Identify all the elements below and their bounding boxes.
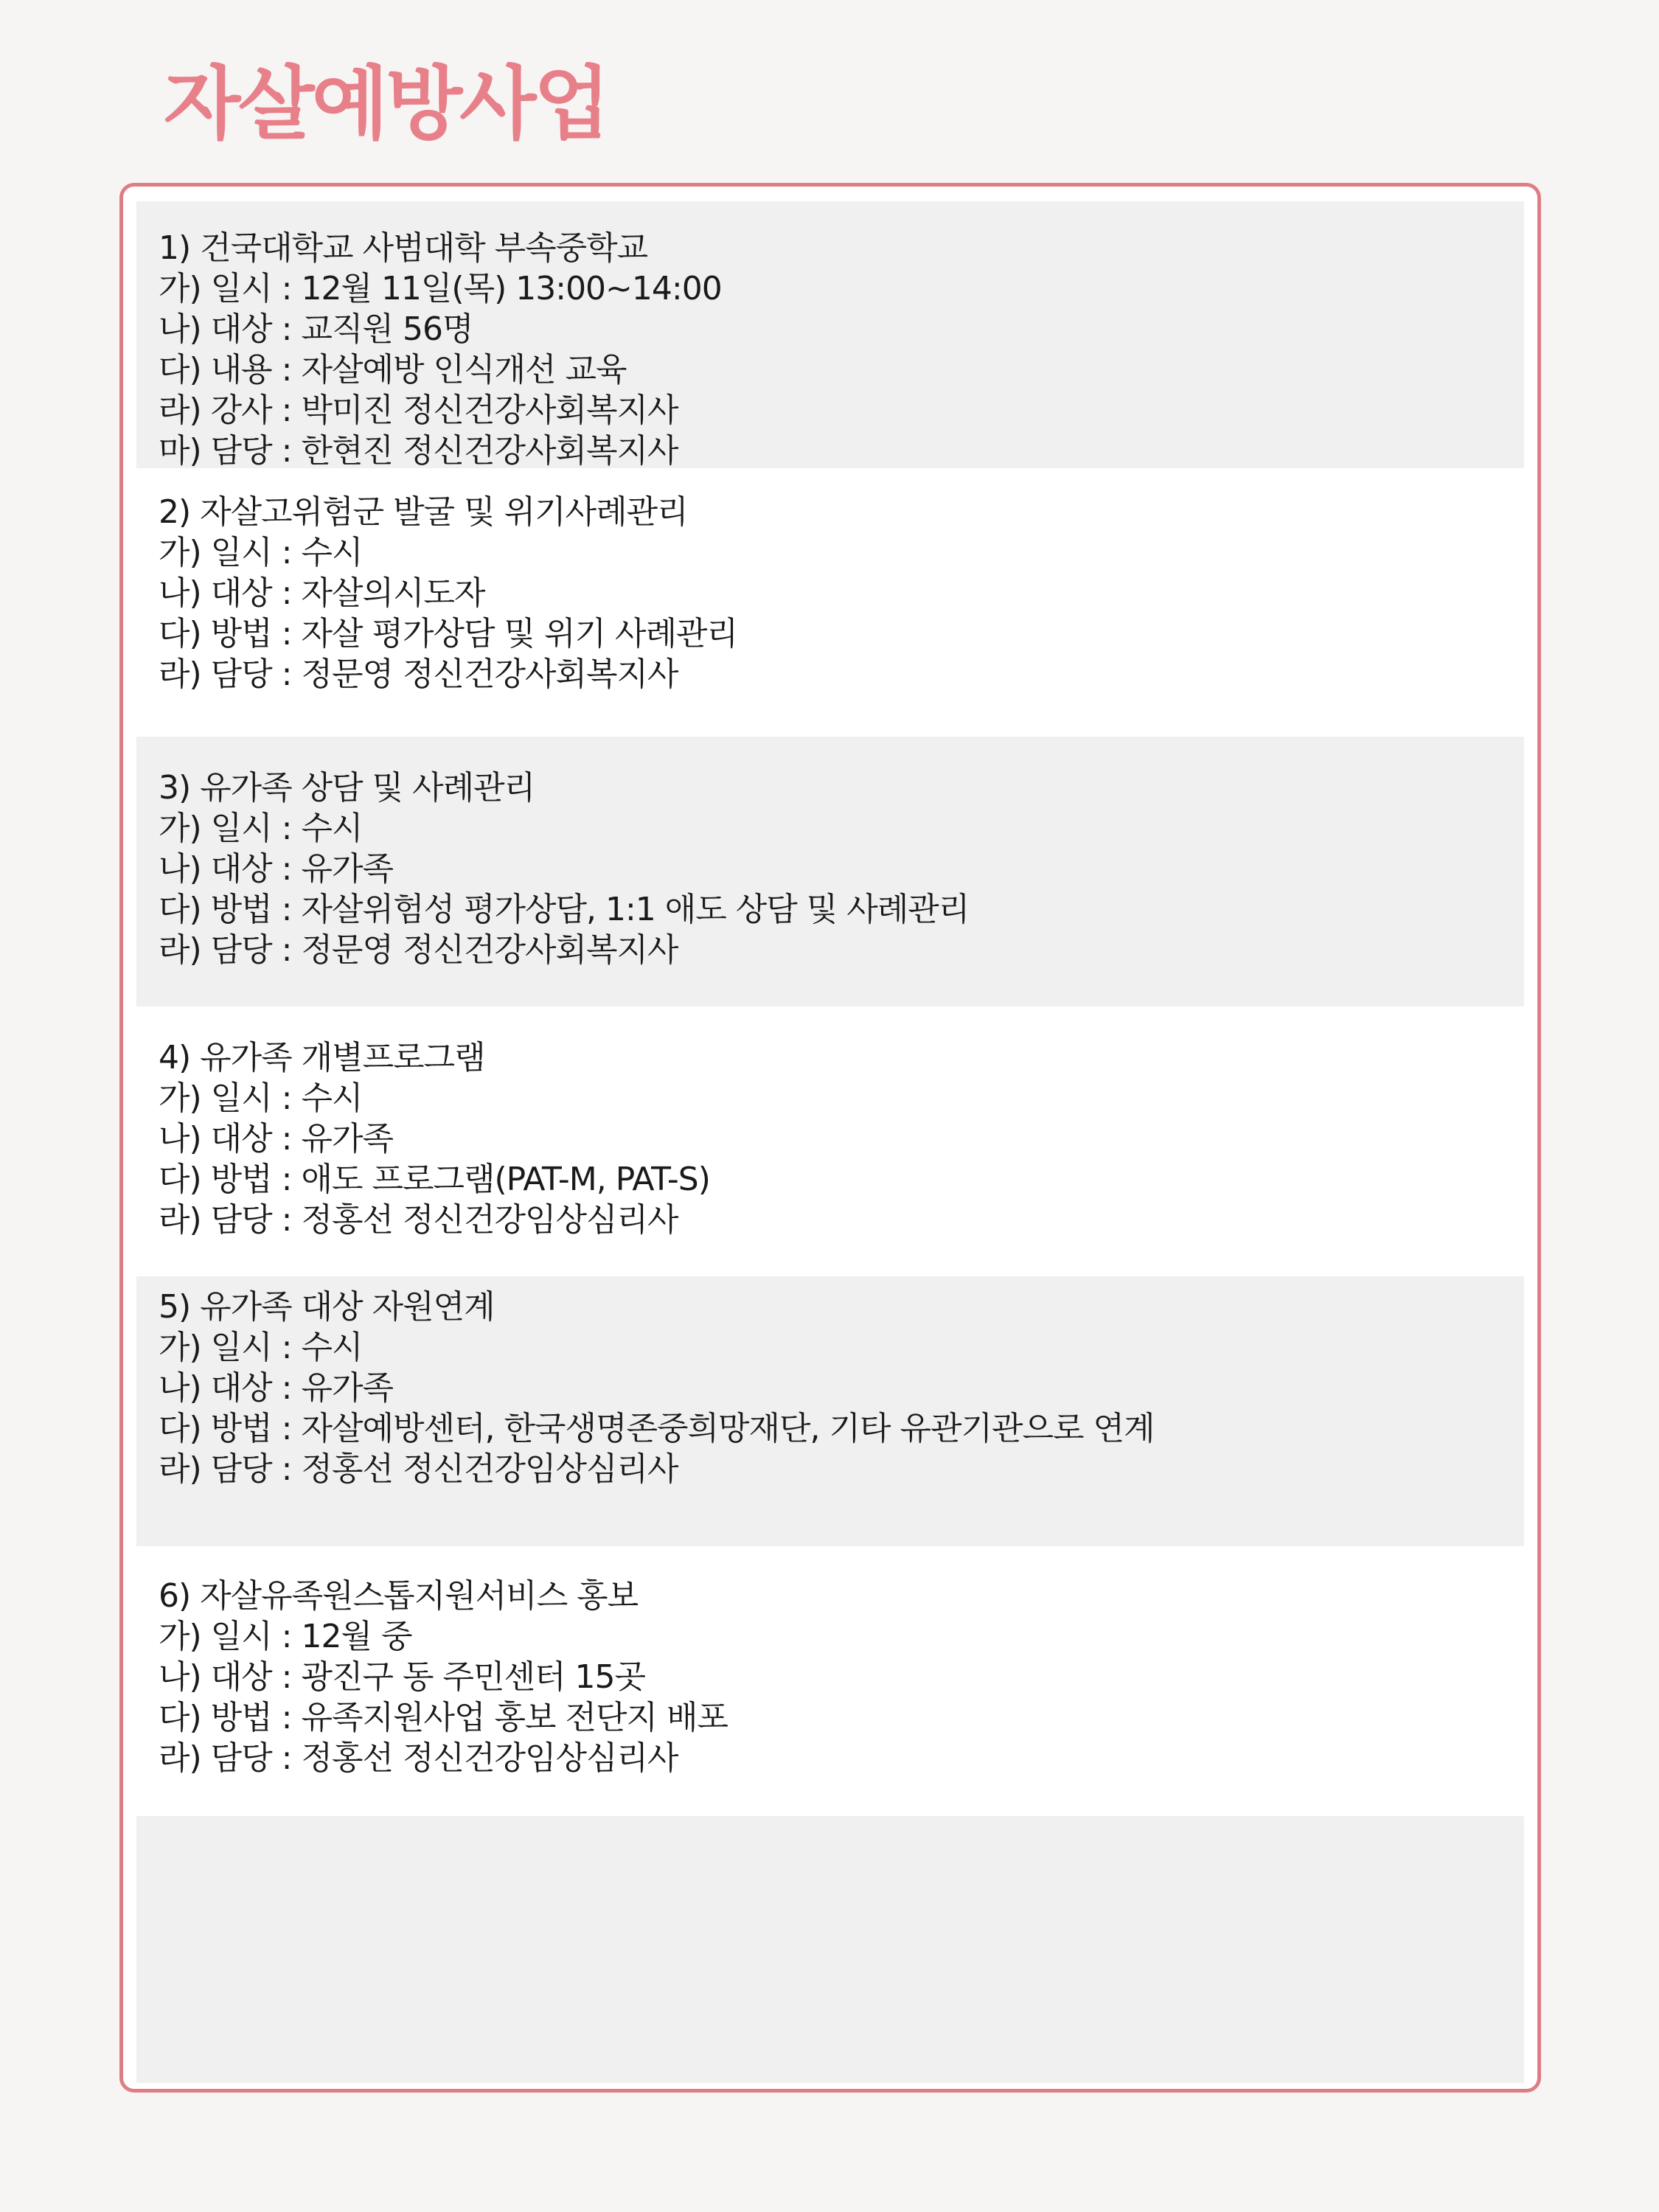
section-item: 가) 일시 : 수시 xyxy=(159,810,363,847)
section-heading: 1) 건국대학교 사범대학 부속중학교 xyxy=(159,229,648,267)
content-panel xyxy=(119,183,1541,2093)
section-heading: 4) 유가족 개별프로그램 xyxy=(159,1039,485,1077)
section-item: 라) 강사 : 박미진 정신건강사회복지사 xyxy=(159,392,678,429)
section-item: 나) 대상 : 유가족 xyxy=(159,1120,393,1158)
section-item: 가) 일시 : 수시 xyxy=(159,1329,363,1366)
section-item: 가) 일시 : 수시 xyxy=(159,534,363,571)
page-title: 자살예방사업 xyxy=(164,58,608,150)
section-heading: 6) 자살유족원스톱지원서비스 홍보 xyxy=(159,1577,639,1615)
section-item: 가) 일시 : 12월 중 xyxy=(159,1618,412,1655)
section-item: 나) 대상 : 유가족 xyxy=(159,1369,393,1407)
section-4 xyxy=(136,1006,1524,1276)
section-item: 다) 방법 : 자살위험성 평가상담, 1:1 애도 상담 및 사례관리 xyxy=(159,891,970,928)
section-item: 라) 담당 : 정문영 정신건강사회복지사 xyxy=(159,931,678,969)
section-item: 다) 방법 : 자살예방센터, 한국생명존중희망재단, 기타 유관기관으로 연계 xyxy=(159,1410,1155,1447)
section-1 xyxy=(136,201,1524,468)
section-heading: 3) 유가족 상담 및 사례관리 xyxy=(159,769,535,807)
section-item: 마) 담당 : 한현진 정신건강사회복지사 xyxy=(159,432,678,470)
section-item: 가) 일시 : 12월 11일(목) 13:00~14:00 xyxy=(159,270,722,307)
section-item: 라) 담당 : 정문영 정신건강사회복지사 xyxy=(159,655,678,693)
section-item: 라) 담당 : 정홍선 정신건강임상심리사 xyxy=(159,1201,678,1239)
section-item: 가) 일시 : 수시 xyxy=(159,1079,363,1117)
section-heading: 5) 유가족 대상 자원연계 xyxy=(159,1288,495,1326)
section-heading: 2) 자살고위험군 발굴 및 위기사례관리 xyxy=(159,493,688,531)
section-item: 다) 방법 : 자살 평가상담 및 위기 사례관리 xyxy=(159,615,737,653)
section-item: 다) 내용 : 자살예방 인식개선 교육 xyxy=(159,351,627,389)
section-item: 다) 방법 : 유족지원사업 홍보 전단지 배포 xyxy=(159,1699,728,1736)
section-item: 라) 담당 : 정홍선 정신건강임상심리사 xyxy=(159,1739,678,1777)
section-item: 나) 대상 : 광진구 동 주민센터 15곳 xyxy=(159,1658,645,1696)
section-6 xyxy=(136,1546,1524,1816)
section-2 xyxy=(136,468,1524,737)
section-item: 나) 대상 : 자살의시도자 xyxy=(159,574,485,612)
section-item: 나) 대상 : 교직원 56명 xyxy=(159,310,473,348)
section-item: 나) 대상 : 유가족 xyxy=(159,850,393,888)
section-item: 라) 담당 : 정홍선 정신건강임상심리사 xyxy=(159,1450,678,1488)
empty-section xyxy=(136,1816,1524,2083)
section-item: 다) 방법 : 애도 프로그램(PAT-M, PAT-S) xyxy=(159,1161,710,1198)
section-3 xyxy=(136,737,1524,1006)
section-5 xyxy=(136,1276,1524,1546)
